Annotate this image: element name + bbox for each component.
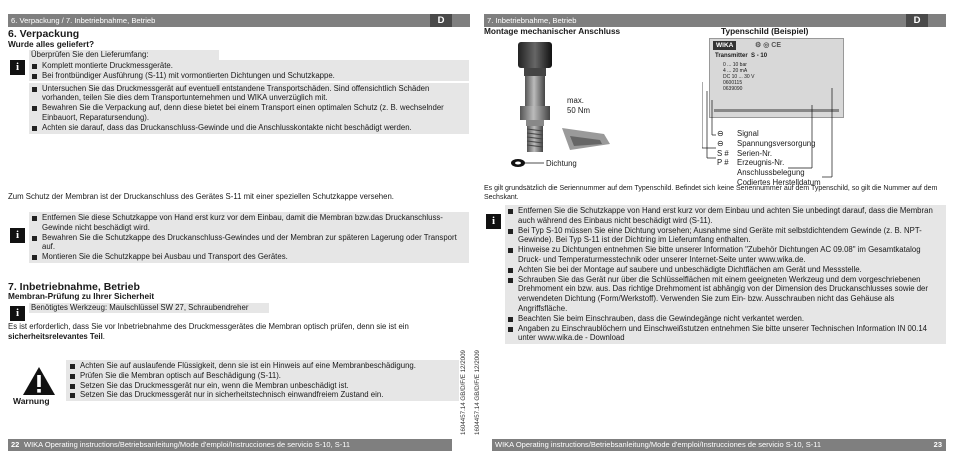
nameplate-supply: DC 10 ... 30 V bbox=[723, 74, 755, 80]
right-page bbox=[474, 14, 946, 451]
cap-item: Entfernen Sie diese Schutzkappe von Hand erst kurz vor dem Einbau, damit die Membran bzw.das Druckanschluss-Gewinde nicht beschädigt wird. bbox=[32, 213, 466, 233]
nameplate-legend bbox=[717, 129, 821, 188]
seal-label: Dichtung bbox=[546, 159, 577, 168]
typenschild-title: Typenschild (Beispiel) bbox=[721, 26, 809, 36]
warning-block bbox=[66, 360, 459, 401]
nameplate-brand: WIKA bbox=[713, 41, 736, 50]
nameplate-model: S - 10 bbox=[751, 53, 768, 59]
required-emphasis: sicherheitsrelevantes Teil bbox=[8, 332, 103, 341]
page-number: 22 bbox=[11, 440, 20, 449]
warning-item: Achten Sie auf auslaufende Flüssigkeit, denn sie ist ein Hinweis auf eine Membranbeschädigung. bbox=[70, 361, 456, 371]
section-6-subtitle: Wurde alles geliefert? bbox=[8, 39, 95, 49]
legend-item: Anschlussbelegung bbox=[737, 168, 805, 178]
legend-row bbox=[717, 149, 821, 159]
footer-text: WIKA Operating instructions/Betriebsanleitung/Mode d'emploi/Instrucciones de servicio S-10, S-11 bbox=[24, 440, 351, 449]
montage-title: Montage mechanischer Anschluss bbox=[484, 26, 621, 36]
nameplate-range: 0 ... 10 bar bbox=[723, 62, 747, 68]
warning-item: Setzen Sie das Druckmessgerät nur ein, wenn die Membran unbeschädigt ist. bbox=[70, 381, 456, 391]
warning-label: Warnung bbox=[13, 396, 50, 406]
section-7-title: 7. Inbetriebnahme, Betrieb bbox=[8, 281, 140, 293]
protect-paragraph: Zum Schutz der Membran ist der Druckanschluss des Gerätes S-11 mit einer speziellen Schutzkappe versehen. bbox=[8, 192, 394, 201]
warning-icon bbox=[22, 366, 56, 396]
serial-paragraph: Es gilt grundsätzlich die Seriennummer auf dem Typenschild. Befindet sich keine Seriennummer auf dem Typenschild, so gilt die Nummer auf dem Sechskant. bbox=[484, 185, 938, 201]
mounting-item: Entfernen Sie die Schutzkappe von Hand erst kurz vor dem Einbau und achten Sie unbedingt darauf, dass die Membran auch während des Einbaus nicht beschädigt wird (S-11). bbox=[508, 206, 942, 226]
info-icon: i bbox=[10, 306, 25, 321]
transport-item: Achten sie darauf, dass das Druckanschluss-Gewinde und die Anschlusskontakte nicht beschädigt werden. bbox=[32, 123, 465, 133]
warning-item: Prüfen Sie die Membran optisch auf Beschädigung (S-11). bbox=[70, 371, 456, 381]
legend-row bbox=[717, 168, 821, 178]
info-icon: i bbox=[486, 214, 501, 229]
mounting-item: Achten Sie bei der Montage auf saubere und unbeschädigte Dichtflächen am Gerät und Messstelle. bbox=[508, 265, 942, 275]
section-7-subtitle: Membran-Prüfung zu Ihrer Sicherheit bbox=[8, 291, 155, 301]
nameplate-serial: 0600115 bbox=[723, 80, 743, 86]
transport-item: Bewahren Sie die Verpackung auf, denn diese bietet bei einem Transport einen optimalen Schutz (z. B. wechselnder Einbauort, Reparatursendung). bbox=[32, 103, 465, 123]
transmitter-illustration bbox=[504, 40, 624, 172]
mounting-block bbox=[505, 205, 946, 344]
language-badge: D bbox=[430, 14, 452, 27]
right-footer bbox=[492, 439, 946, 451]
legend-marker: S # bbox=[717, 148, 729, 158]
transport-item: Untersuchen Sie das Druckmessgerät auf eventuell entstandene Transportschäden. Sind offensichtlich Schäden vorhanden, teilen Sie dies dem Transportunternehmen und WIKA unverzüglich mit. bbox=[32, 84, 465, 104]
legend-item: Serien-Nr. bbox=[737, 148, 773, 158]
check-intro: Überprüfen Sie den Lieferumfang: bbox=[29, 50, 219, 60]
tools-note: Benötigtes Werkzeug: Maulschlüssel SW 27, Schraubendreher bbox=[29, 303, 269, 313]
legend-row: ⊖ Signal bbox=[717, 129, 759, 138]
footer-text: WIKA Operating instructions/Betriebsanleitung/Mode d'emploi/Instrucciones de servicio S-10, S-11 bbox=[495, 440, 822, 449]
legend-row: ⊖ Spannungsversorgung bbox=[717, 138, 816, 148]
left-footer bbox=[8, 439, 452, 451]
left-header-title: 6. Verpackung / 7. Inbetriebnahme, Betrieb bbox=[11, 16, 156, 25]
legend-marker: P # bbox=[717, 158, 729, 168]
mounting-item: Beachten Sie beim Einschrauben, dass die Gewindegänge nicht verkantet werden. bbox=[508, 314, 942, 324]
cap-item: Montieren Sie die Schutzkappe bei Ausbau und Transport des Gerätes. bbox=[32, 252, 466, 262]
page-number: 23 bbox=[933, 440, 942, 449]
cap-block bbox=[29, 212, 469, 263]
legend-item: Codiertes Herstelldatum bbox=[737, 177, 821, 187]
delivery-check-block bbox=[29, 50, 469, 134]
vertical-doc-code: 1604457.14 GB/D/F/E 12/2009 bbox=[474, 350, 481, 435]
check-item: Bei frontbündiger Ausführung (S-11) mit vormontierten Dichtungen und Schutzkappe. bbox=[32, 71, 469, 81]
right-header-title: 7. Inbetriebnahme, Betrieb bbox=[487, 16, 577, 25]
info-icon: i bbox=[10, 60, 25, 75]
mounting-item: Hinweise zu Dichtungen entnehmen Sie bitte unserer Information "Zubehör Dichtungen AC 09.08" im Gesamtkatalog Druck- und Temperaturmesstechnik oder unserer Internet-Seite unter www.wika.de. bbox=[508, 245, 942, 265]
legend-item: Signal bbox=[737, 129, 759, 138]
language-badge: D bbox=[906, 14, 928, 27]
mounting-item: Angaben zu Einschraublöchern und Einschweißstutzen entnehmen Sie bitte unserer Technischen Information IN 00.14 unter www.wika.de - Download bbox=[508, 324, 942, 344]
mounting-item: Bei Typ S-10 müssen Sie eine Dichtung vorsehen; Ausnahme sind Geräte mit selbstdichtendem Gewinde (z. B. NPT-Gewinde). Bei Typ S-11 ist der Dichtring im Lieferumfang enthalten. bbox=[508, 226, 942, 246]
required-text: Es ist erforderlich, dass Sie vor Inbetriebnahme des Druckmessgerätes die Membran optisch prüfen, denn sie ist ein bbox=[8, 322, 409, 331]
left-page bbox=[8, 14, 470, 451]
warning-item: Setzen Sie das Druckmessgerät nur in sicherheitstechnisch einwandfreiem Zustand ein. bbox=[70, 390, 456, 400]
legend-row bbox=[717, 158, 821, 168]
nameplate-product: 0639090 bbox=[723, 86, 743, 92]
mounting-item: Schrauben Sie das Gerät nur über die Schlüsselflächen mit einem geeigneten Werkzeug und dem vorgeschriebenen Drehmoment ein bzw. aus. Das richtige Drehmoment ist abhängig von der Dimension des Druckanschlusses sowie der verwendeten Dichtung (Form/Werkstoff). Verwenden Sie zum Ein- bzw. Ausschrauben nicht das Gehäuse als Angriffsfläche. bbox=[508, 275, 942, 314]
required-end: . bbox=[102, 332, 105, 341]
vertical-doc-code: 1604457.14 GB/D/F/E 12/2009 bbox=[460, 350, 467, 435]
info-icon: i bbox=[10, 228, 25, 243]
cap-item: Bewahren Sie die Schutzkappe des Druckanschluss-Gewindes und der Membran zur späteren Lagerung oder Transport auf. bbox=[32, 233, 466, 253]
legend-item: Erzeugnis-Nr. bbox=[737, 158, 785, 168]
ce-mark-icon: ⚙ ◎ CE bbox=[755, 42, 781, 49]
section-6-title: 6. Verpackung bbox=[8, 28, 80, 40]
legend-item: Spannungsversorgung bbox=[737, 138, 816, 148]
nameplate-output: 4 ... 20 mA bbox=[723, 68, 748, 74]
torque-label: max. 50 Nm bbox=[567, 96, 590, 115]
nameplate-model-label: Transmitter bbox=[715, 53, 748, 59]
required-paragraph bbox=[8, 322, 466, 342]
check-item: Komplett montierte Druckmessgeräte. bbox=[32, 61, 469, 71]
left-header-bar bbox=[8, 14, 470, 27]
